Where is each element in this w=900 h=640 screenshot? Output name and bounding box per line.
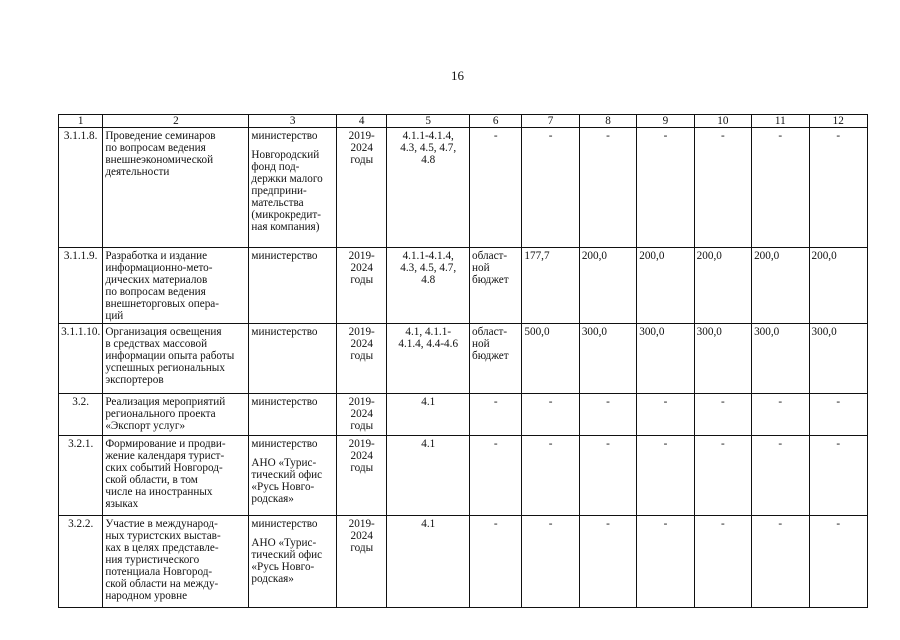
funding-value-cell: 300,0 bbox=[694, 324, 751, 394]
funding-value-cell: - bbox=[522, 516, 579, 608]
executor-name: министерство bbox=[251, 250, 318, 262]
table-body bbox=[59, 128, 868, 608]
target-indicators-cell: 4.1 bbox=[387, 394, 470, 436]
period-cell: 2019- 2024 годы bbox=[337, 324, 387, 394]
funding-value-cell: 300,0 bbox=[809, 324, 868, 394]
executor-name: министерство bbox=[251, 396, 318, 408]
funding-value-cell: 500,0 bbox=[522, 324, 579, 394]
table-row bbox=[59, 248, 868, 324]
funding-value-cell: 200,0 bbox=[809, 248, 868, 324]
activity-name-cell: Проведение семинаров по вопросам ведения внешнеэкономической деятельности bbox=[103, 128, 249, 248]
activity-name-cell: Реализация мероприятий регионального проекта «Экспорт услуг» bbox=[103, 394, 249, 436]
funding-value-cell: - bbox=[522, 436, 579, 516]
executor-cell bbox=[249, 394, 337, 436]
funding-source-cell: област- ной бюджет bbox=[470, 324, 522, 394]
funding-value-cell: - bbox=[637, 516, 694, 608]
row-number-cell: 3.2. bbox=[59, 394, 103, 436]
funding-value-cell: - bbox=[752, 394, 809, 436]
funding-source-cell: - bbox=[470, 516, 522, 608]
funding-value-cell: 300,0 bbox=[752, 324, 809, 394]
target-indicators-cell: 4.1.1-4.1.4, 4.3, 4.5, 4.7, 4.8 bbox=[387, 128, 470, 248]
table-row bbox=[59, 516, 868, 608]
column-number-header: 12 bbox=[809, 115, 868, 128]
executor-name: АНО «Турис- тический офис «Русь Новго- родская» bbox=[251, 537, 323, 585]
funding-value-cell: 300,0 bbox=[637, 324, 694, 394]
column-number-header: 10 bbox=[694, 115, 751, 128]
page-number: 16 bbox=[451, 68, 464, 83]
target-indicators-cell: 4.1.1-4.1.4, 4.3, 4.5, 4.7, 4.8 bbox=[387, 248, 470, 324]
funding-value-cell: - bbox=[809, 394, 868, 436]
column-number-header: 8 bbox=[579, 115, 636, 128]
table-row bbox=[59, 436, 868, 516]
target-indicators-cell: 4.1 bbox=[387, 516, 470, 608]
executor-name: министерство bbox=[251, 326, 318, 338]
column-number-header: 9 bbox=[637, 115, 694, 128]
funding-source-cell: област- ной бюджет bbox=[470, 248, 522, 324]
funding-value-cell: - bbox=[752, 436, 809, 516]
executor-name: Новгородский фонд под- держки малого предприни- мательства (микрокредит- ная компания) bbox=[251, 149, 323, 233]
column-number-header: 2 bbox=[103, 115, 249, 128]
executor-name: министерство bbox=[251, 518, 318, 530]
funding-value-cell: 200,0 bbox=[752, 248, 809, 324]
funding-source-cell: - bbox=[470, 394, 522, 436]
table-row bbox=[59, 394, 868, 436]
funding-value-cell: - bbox=[694, 516, 751, 608]
funding-value-cell: - bbox=[752, 516, 809, 608]
column-number-header: 11 bbox=[752, 115, 809, 128]
funding-value-cell: - bbox=[637, 394, 694, 436]
funding-source-cell: - bbox=[470, 436, 522, 516]
funding-source-cell: - bbox=[470, 128, 522, 248]
funding-value-cell: - bbox=[637, 128, 694, 248]
funding-value-cell: - bbox=[752, 128, 809, 248]
funding-value-cell: 300,0 bbox=[579, 324, 636, 394]
period-cell: 2019- 2024 годы bbox=[337, 248, 387, 324]
executor-name: министерство bbox=[251, 438, 318, 450]
activity-name-cell: Формирование и продви- жение календаря турист- ских событий Новгород- ской области, в том числе на иностранных языках bbox=[103, 436, 249, 516]
funding-value-cell: - bbox=[694, 394, 751, 436]
column-numbers-row bbox=[59, 115, 868, 128]
activity-name-cell: Участие в международ- ных туристских выстав- ках в целях представле- ния туристического потенциала Новгород- ской области на между- народном уровне bbox=[103, 516, 249, 608]
executor-cell bbox=[249, 248, 337, 324]
funding-value-cell: - bbox=[522, 128, 579, 248]
period-cell: 2019- 2024 годы bbox=[337, 128, 387, 248]
funding-value-cell: - bbox=[809, 436, 868, 516]
funding-value-cell: - bbox=[809, 128, 868, 248]
row-number-cell: 3.1.1.8. bbox=[59, 128, 103, 248]
column-number-header: 7 bbox=[522, 115, 579, 128]
funding-value-cell: - bbox=[809, 516, 868, 608]
funding-value-cell: 200,0 bbox=[579, 248, 636, 324]
period-cell: 2019- 2024 годы bbox=[337, 516, 387, 608]
activities-table bbox=[58, 114, 868, 608]
period-cell: 2019- 2024 годы bbox=[337, 436, 387, 516]
executor-cell bbox=[249, 436, 337, 516]
funding-value-cell: - bbox=[579, 394, 636, 436]
funding-value-cell: - bbox=[694, 128, 751, 248]
row-number-cell: 3.2.1. bbox=[59, 436, 103, 516]
row-number-cell: 3.2.2. bbox=[59, 516, 103, 608]
row-number-cell: 3.1.1.9. bbox=[59, 248, 103, 324]
column-number-header: 4 bbox=[337, 115, 387, 128]
period-cell: 2019- 2024 годы bbox=[337, 394, 387, 436]
executor-name: АНО «Турис- тический офис «Русь Новго- родская» bbox=[251, 457, 323, 505]
funding-value-cell: 200,0 bbox=[637, 248, 694, 324]
table-row bbox=[59, 128, 868, 248]
executor-cell bbox=[249, 324, 337, 394]
funding-value-cell: - bbox=[694, 436, 751, 516]
executor-cell bbox=[249, 128, 337, 248]
table-row bbox=[59, 324, 868, 394]
target-indicators-cell: 4.1 bbox=[387, 436, 470, 516]
target-indicators-cell: 4.1, 4.1.1- 4.1.4, 4.4-4.6 bbox=[387, 324, 470, 394]
executor-cell bbox=[249, 516, 337, 608]
funding-value-cell: - bbox=[637, 436, 694, 516]
funding-value-cell: - bbox=[579, 436, 636, 516]
column-number-header: 1 bbox=[59, 115, 103, 128]
column-number-header: 3 bbox=[249, 115, 337, 128]
funding-value-cell: - bbox=[579, 516, 636, 608]
funding-value-cell: 177,7 bbox=[522, 248, 579, 324]
funding-value-cell: 200,0 bbox=[694, 248, 751, 324]
activity-name-cell: Организация освещения в средствах массовой информации опыта работы успешных региональных экспортеров bbox=[103, 324, 249, 394]
column-number-header: 5 bbox=[387, 115, 470, 128]
funding-value-cell: - bbox=[579, 128, 636, 248]
executor-name: министерство bbox=[251, 130, 318, 142]
funding-value-cell: - bbox=[522, 394, 579, 436]
activity-name-cell: Разработка и издание информационно-мето- дических материалов по вопросам ведения внешнеторговых опера- ций bbox=[103, 248, 249, 324]
column-number-header: 6 bbox=[470, 115, 522, 128]
row-number-cell: 3.1.1.10. bbox=[59, 324, 103, 394]
